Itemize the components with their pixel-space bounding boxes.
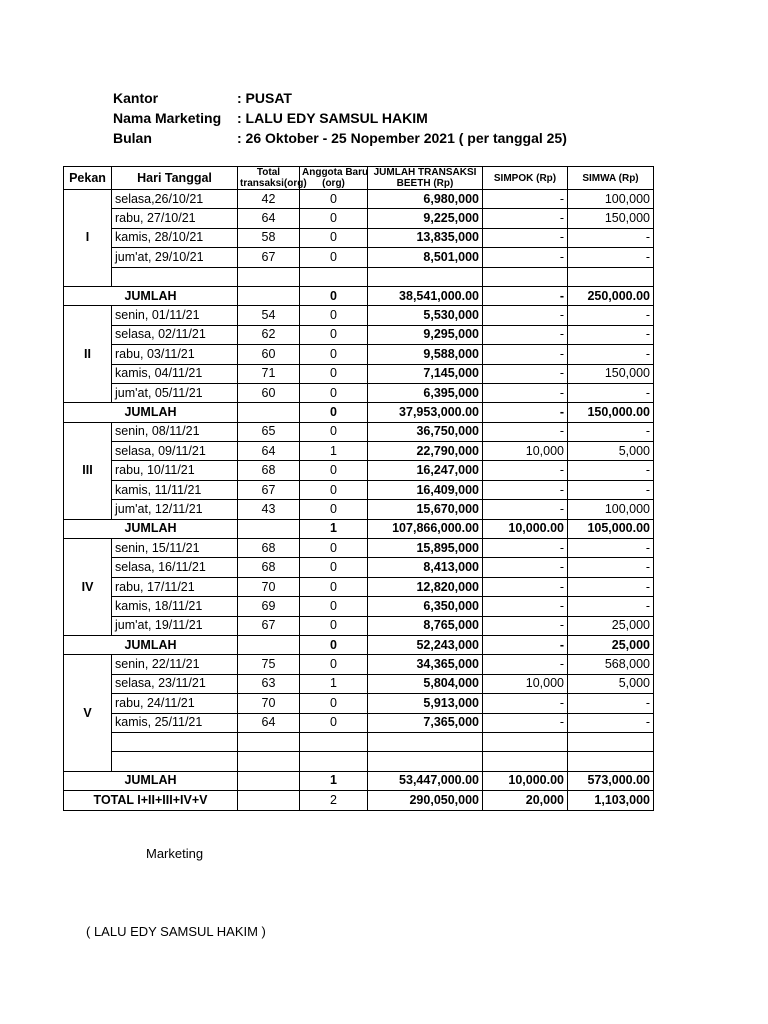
table-row [64,558,654,577]
jumlah-transaksi-cell: 15,670,000 [368,500,483,519]
table-row [64,539,654,558]
simwa-cell: 568,000 [568,655,654,674]
col-jumlah-transaksi-l2: BEETH (Rp) [396,178,454,189]
grand-total-anggota: 2 [300,791,368,810]
simwa-cell: 150,000 [568,209,654,228]
blank-cell [368,752,483,771]
anggota-baru-cell: 0 [300,558,368,577]
simpok-cell: - [483,713,568,732]
simwa-cell: 100,000 [568,500,654,519]
hari-tanggal-cell: kamis, 25/11/21 [112,713,238,732]
simpok-cell: - [483,364,568,383]
table-row [64,325,654,344]
pekan-cell: IV [64,539,112,636]
blank-cell [568,732,654,751]
total-transaksi-cell: 42 [238,190,300,209]
blank-cell [483,752,568,771]
jumlah-transaksi-cell: 9,295,000 [368,325,483,344]
simwa-cell: - [568,577,654,596]
hari-tanggal-cell: selasa, 09/11/21 [112,442,238,461]
anggota-baru-cell: 0 [300,597,368,616]
jumlah-transaksi-cell: 22,790,000 [368,442,483,461]
week-total-label: JUMLAH [64,519,238,538]
blank-cell [112,267,238,286]
table-row [64,364,654,383]
col-jumlah-transaksi [368,167,483,190]
marketing-value: : LALU EDY SAMSUL HAKIM [237,110,428,126]
hari-tanggal-cell: jum'at, 19/11/21 [112,616,238,635]
col-jumlah-transaksi-l1: JUMLAH TRANSAKSI [373,167,477,178]
total-transaksi-cell: 58 [238,228,300,247]
jumlah-transaksi-cell: 6,350,000 [368,597,483,616]
col-hari-tanggal: Hari Tanggal [112,167,238,190]
grand-total-empty [238,791,300,810]
blank-row [64,732,654,751]
total-transaksi-cell: 69 [238,597,300,616]
total-transaksi-cell: 70 [238,694,300,713]
simpok-cell: - [483,480,568,499]
simwa-cell: 5,000 [568,442,654,461]
simwa-cell: 25,000 [568,616,654,635]
table-row [64,306,654,325]
total-transaksi-cell: 64 [238,209,300,228]
simwa-cell: - [568,228,654,247]
simpok-cell: - [483,539,568,558]
col-total-transaksi-l1: Total [256,167,281,178]
week-total-jumlah: 53,447,000.00 [368,771,483,790]
jumlah-transaksi-cell: 5,530,000 [368,306,483,325]
total-transaksi-cell: 65 [238,422,300,441]
table-row [64,190,654,209]
anggota-baru-cell: 0 [300,655,368,674]
total-transaksi-cell: 67 [238,616,300,635]
table-row [64,228,654,247]
total-transaksi-cell: 68 [238,539,300,558]
blank-row [64,752,654,771]
week-total-anggota: 0 [300,635,368,654]
jumlah-transaksi-cell: 7,365,000 [368,713,483,732]
blank-cell [300,752,368,771]
blank-cell [300,267,368,286]
col-anggota-baru-l1: Anggota Baru [302,167,369,178]
simpok-cell: - [483,500,568,519]
col-simwa: SIMWA (Rp) [568,167,654,190]
simwa-cell: - [568,539,654,558]
simwa-cell: - [568,345,654,364]
table-row [64,461,654,480]
table-row [64,480,654,499]
week-total-row [64,519,654,538]
total-transaksi-cell: 62 [238,325,300,344]
total-transaksi-cell: 67 [238,480,300,499]
anggota-baru-cell: 1 [300,442,368,461]
blank-cell [112,732,238,751]
anggota-baru-cell: 0 [300,345,368,364]
jumlah-transaksi-cell: 8,765,000 [368,616,483,635]
hari-tanggal-cell: kamis, 11/11/21 [112,480,238,499]
week-total-row [64,403,654,422]
grand-total-label: TOTAL I+II+III+IV+V [64,791,238,810]
table-row [64,577,654,596]
simpok-cell: - [483,209,568,228]
anggota-baru-cell: 0 [300,190,368,209]
blank-cell [368,732,483,751]
simpok-cell: - [483,345,568,364]
blank-cell [568,752,654,771]
total-transaksi-cell: 67 [238,248,300,267]
simpok-cell: 10,000 [483,442,568,461]
total-transaksi-cell: 75 [238,655,300,674]
jumlah-transaksi-cell: 6,980,000 [368,190,483,209]
jumlah-transaksi-cell: 9,225,000 [368,209,483,228]
total-transaksi-cell: 68 [238,558,300,577]
table-row [64,694,654,713]
jumlah-transaksi-cell: 6,395,000 [368,383,483,402]
blank-cell [483,732,568,751]
kantor-label: Kantor [113,90,159,106]
simpok-cell: - [483,616,568,635]
week-total-simwa: 105,000.00 [568,519,654,538]
hari-tanggal-cell: jum'at, 12/11/21 [112,500,238,519]
anggota-baru-cell: 0 [300,577,368,596]
simpok-cell: - [483,422,568,441]
jumlah-transaksi-cell: 34,365,000 [368,655,483,674]
week-total-anggota: 1 [300,519,368,538]
anggota-baru-cell: 0 [300,248,368,267]
col-pekan: Pekan [64,167,112,190]
simpok-cell: - [483,325,568,344]
hari-tanggal-cell: senin, 08/11/21 [112,422,238,441]
total-transaksi-cell: 43 [238,500,300,519]
hari-tanggal-cell: jum'at, 05/11/21 [112,383,238,402]
anggota-baru-cell: 1 [300,674,368,693]
blank-cell [300,732,368,751]
col-anggota-baru-l2: (org) [322,178,345,189]
blank-cell [238,752,300,771]
hari-tanggal-cell: senin, 01/11/21 [112,306,238,325]
table-row [64,597,654,616]
anggota-baru-cell: 0 [300,480,368,499]
week-total-empty [238,286,300,305]
table-row [64,422,654,441]
week-total-empty [238,519,300,538]
table-row [64,713,654,732]
week-total-simpok: - [483,403,568,422]
hari-tanggal-cell: selasa, 02/11/21 [112,325,238,344]
simpok-cell: - [483,558,568,577]
week-total-simwa: 150,000.00 [568,403,654,422]
jumlah-transaksi-cell: 36,750,000 [368,422,483,441]
hari-tanggal-cell: kamis, 04/11/21 [112,364,238,383]
simpok-cell: - [483,694,568,713]
bulan-label: Bulan [113,130,152,146]
week-total-empty [238,403,300,422]
hari-tanggal-cell: rabu, 24/11/21 [112,694,238,713]
hari-tanggal-cell: senin, 15/11/21 [112,539,238,558]
col-anggota-baru [300,167,368,190]
hari-tanggal-cell: selasa, 16/11/21 [112,558,238,577]
table-row [64,442,654,461]
anggota-baru-cell: 0 [300,713,368,732]
table-row [64,248,654,267]
total-transaksi-cell: 54 [238,306,300,325]
blank-cell [112,752,238,771]
hari-tanggal-cell: kamis, 28/10/21 [112,228,238,247]
simpok-cell: - [483,383,568,402]
total-transaksi-cell: 60 [238,345,300,364]
hari-tanggal-cell: kamis, 18/11/21 [112,597,238,616]
week-total-empty [238,771,300,790]
week-total-simpok: 10,000.00 [483,519,568,538]
week-total-label: JUMLAH [64,403,238,422]
bulan-value: : 26 Oktober - 25 Nopember 2021 ( per tanggal 25) [237,130,567,146]
total-transaksi-cell: 63 [238,674,300,693]
week-total-simpok: - [483,635,568,654]
simpok-cell: - [483,655,568,674]
anggota-baru-cell: 0 [300,500,368,519]
grand-total-jumlah: 290,050,000 [368,791,483,810]
blank-cell [368,267,483,286]
simwa-cell: - [568,480,654,499]
week-total-jumlah: 37,953,000.00 [368,403,483,422]
hari-tanggal-cell: rabu, 27/10/21 [112,209,238,228]
table-row [64,674,654,693]
simwa-cell: - [568,597,654,616]
total-transaksi-cell: 70 [238,577,300,596]
blank-row [64,267,654,286]
jumlah-transaksi-cell: 13,835,000 [368,228,483,247]
col-total-transaksi-l2: transaksi(org) [240,178,307,189]
week-total-jumlah: 52,243,000 [368,635,483,654]
footer-signature-name: ( LALU EDY SAMSUL HAKIM ) [86,924,266,939]
grand-total-simpok: 20,000 [483,791,568,810]
anggota-baru-cell: 0 [300,461,368,480]
hari-tanggal-cell: senin, 22/11/21 [112,655,238,674]
week-total-label: JUMLAH [64,771,238,790]
week-total-empty [238,635,300,654]
table-header-row [64,167,654,190]
hari-tanggal-cell: selasa, 23/11/21 [112,674,238,693]
grand-total-row [64,791,654,810]
week-total-label: JUMLAH [64,286,238,305]
anggota-baru-cell: 0 [300,228,368,247]
anggota-baru-cell: 0 [300,209,368,228]
jumlah-transaksi-cell: 5,804,000 [368,674,483,693]
week-total-anggota: 0 [300,286,368,305]
jumlah-transaksi-cell: 16,409,000 [368,480,483,499]
blank-cell [238,267,300,286]
hari-tanggal-cell: rabu, 03/11/21 [112,345,238,364]
week-total-anggota: 0 [300,403,368,422]
simwa-cell: 100,000 [568,190,654,209]
simpok-cell: - [483,306,568,325]
total-transaksi-cell: 64 [238,442,300,461]
simwa-cell: 5,000 [568,674,654,693]
table-row [64,209,654,228]
week-total-anggota: 1 [300,771,368,790]
total-transaksi-cell: 60 [238,383,300,402]
hari-tanggal-cell: selasa,26/10/21 [112,190,238,209]
table-row [64,616,654,635]
col-total-transaksi [238,167,307,190]
anggota-baru-cell: 0 [300,325,368,344]
total-transaksi-cell: 64 [238,713,300,732]
jumlah-transaksi-cell: 15,895,000 [368,539,483,558]
jumlah-transaksi-cell: 12,820,000 [368,577,483,596]
hari-tanggal-cell: rabu, 10/11/21 [112,461,238,480]
simwa-cell: 150,000 [568,364,654,383]
anggota-baru-cell: 0 [300,364,368,383]
total-transaksi-cell: 71 [238,364,300,383]
simpok-cell: 10,000 [483,674,568,693]
simpok-cell: - [483,248,568,267]
anggota-baru-cell: 0 [300,306,368,325]
week-total-simpok: 10,000.00 [483,771,568,790]
jumlah-transaksi-cell: 16,247,000 [368,461,483,480]
week-total-row [64,635,654,654]
week-total-simwa: 250,000.00 [568,286,654,305]
simwa-cell: - [568,383,654,402]
simwa-cell: - [568,461,654,480]
pekan-cell: III [64,422,112,519]
week-total-simwa: 25,000 [568,635,654,654]
anggota-baru-cell: 0 [300,383,368,402]
hari-tanggal-cell: jum'at, 29/10/21 [112,248,238,267]
week-total-row [64,286,654,305]
table-row [64,655,654,674]
jumlah-transaksi-cell: 8,501,000 [368,248,483,267]
transaction-table [63,166,654,811]
week-total-jumlah: 38,541,000.00 [368,286,483,305]
table-body [64,190,654,811]
simwa-cell: - [568,248,654,267]
blank-cell [483,267,568,286]
simwa-cell: - [568,713,654,732]
pekan-cell: II [64,306,112,403]
table-row [64,500,654,519]
hari-tanggal-cell: rabu, 17/11/21 [112,577,238,596]
simwa-cell: - [568,325,654,344]
kantor-value: : PUSAT [237,90,292,106]
week-total-jumlah: 107,866,000.00 [368,519,483,538]
week-total-simwa: 573,000.00 [568,771,654,790]
jumlah-transaksi-cell: 7,145,000 [368,364,483,383]
simpok-cell: - [483,577,568,596]
simpok-cell: - [483,461,568,480]
anggota-baru-cell: 0 [300,539,368,558]
pekan-cell: I [64,190,112,287]
jumlah-transaksi-cell: 8,413,000 [368,558,483,577]
footer-role: Marketing [146,846,204,861]
jumlah-transaksi-cell: 9,588,000 [368,345,483,364]
grand-total-simwa: 1,103,000 [568,791,654,810]
simpok-cell: - [483,597,568,616]
blank-cell [238,732,300,751]
simpok-cell: - [483,228,568,247]
marketing-label: Nama Marketing [113,110,222,126]
week-total-row [64,771,654,790]
blank-cell [568,267,654,286]
table-row [64,345,654,364]
total-transaksi-cell: 68 [238,461,300,480]
col-simpok: SIMPOK (Rp) [483,167,568,190]
table-row [64,383,654,402]
anggota-baru-cell: 0 [300,616,368,635]
jumlah-transaksi-cell: 5,913,000 [368,694,483,713]
anggota-baru-cell: 0 [300,422,368,441]
simwa-cell: - [568,558,654,577]
week-total-simpok: - [483,286,568,305]
simwa-cell: - [568,306,654,325]
anggota-baru-cell: 0 [300,694,368,713]
simpok-cell: - [483,190,568,209]
simwa-cell: - [568,694,654,713]
week-total-label: JUMLAH [64,635,238,654]
simwa-cell: - [568,422,654,441]
pekan-cell: V [64,655,112,771]
